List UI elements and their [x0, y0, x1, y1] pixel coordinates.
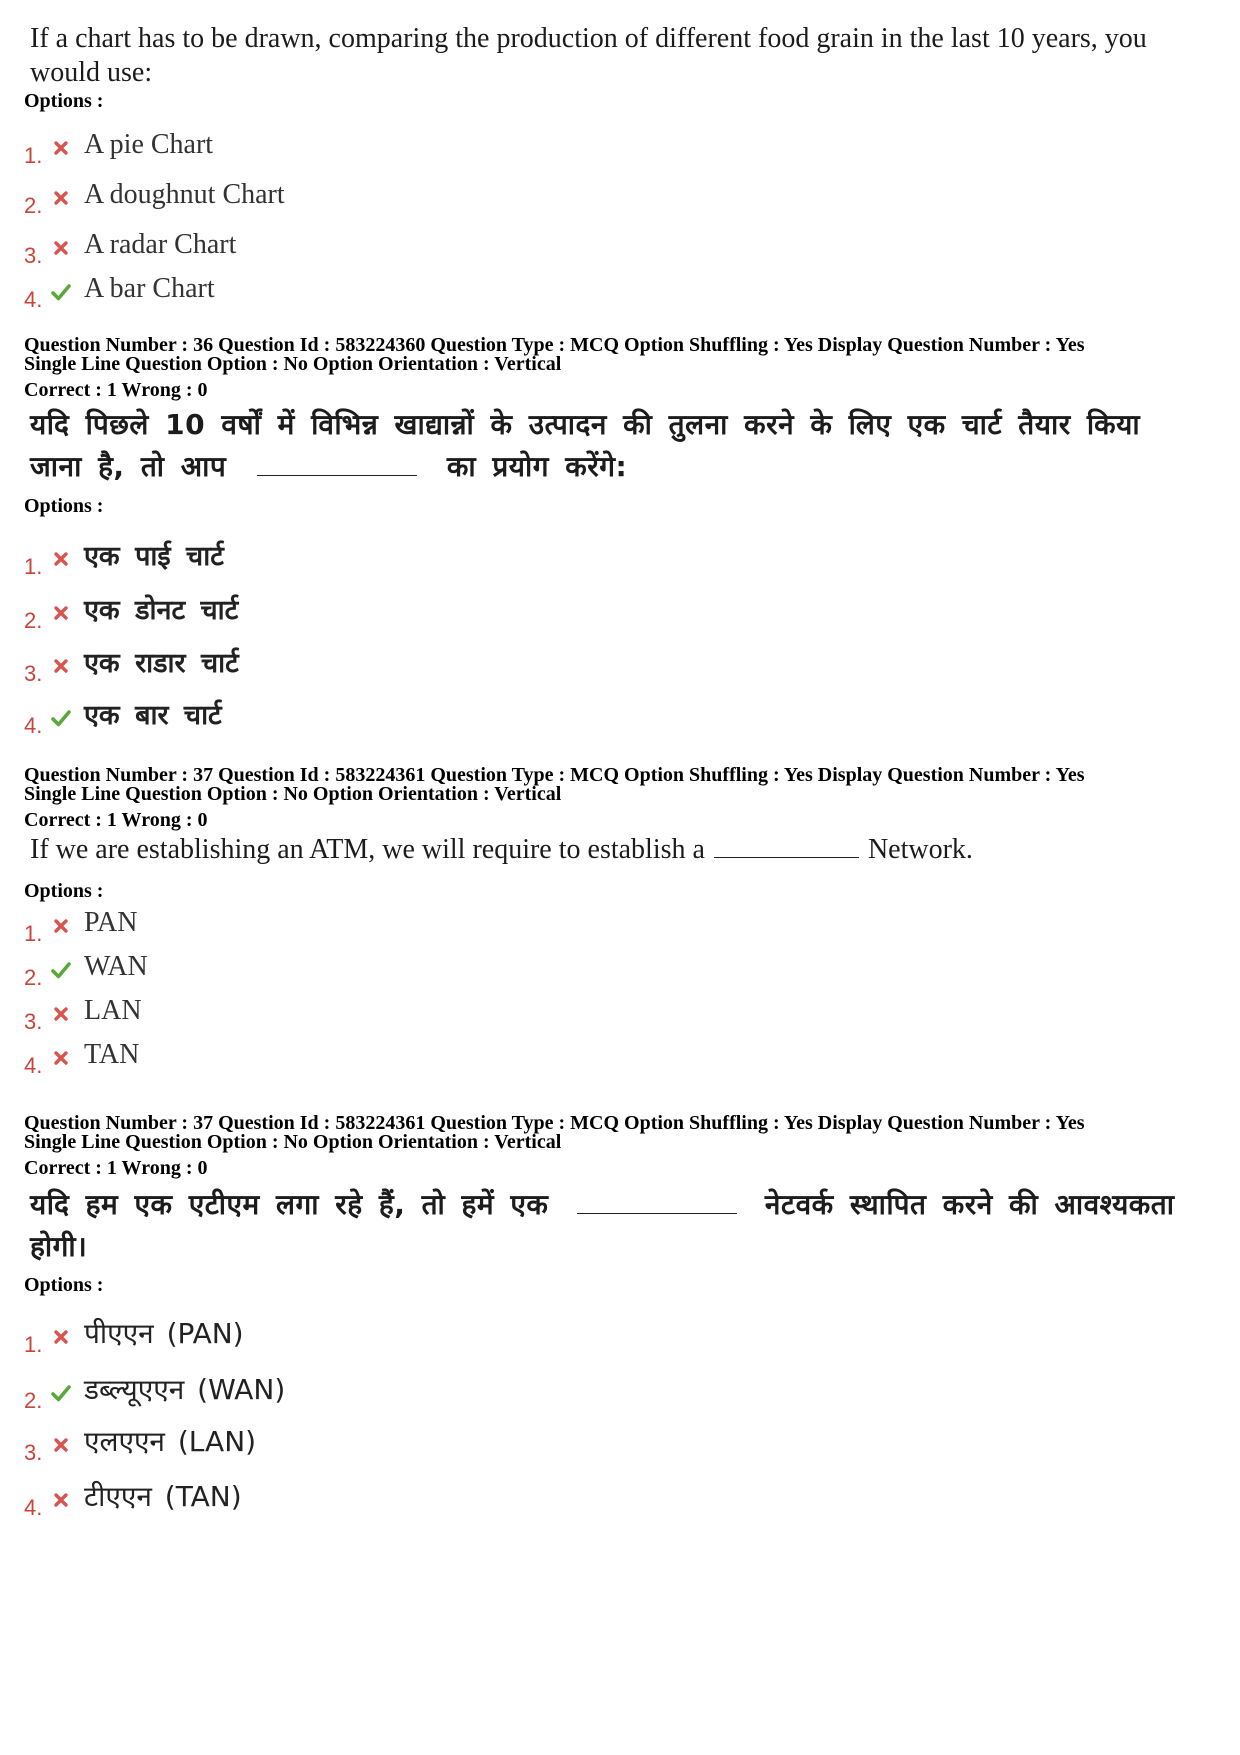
- options-label: Options :: [24, 90, 104, 112]
- cross-icon: [50, 187, 72, 209]
- option-text: एक पाई चार्ट: [84, 541, 224, 572]
- option-text: एक राडार चार्ट: [84, 648, 239, 679]
- option-text: PAN: [84, 907, 138, 938]
- cross-icon: [50, 137, 72, 159]
- option-text: WAN: [84, 951, 148, 982]
- marks-line: Correct : 1 Wrong : 0: [24, 809, 208, 831]
- marks-line: Correct : 1 Wrong : 0: [24, 379, 208, 401]
- option-text: एक बार चार्ट: [84, 700, 222, 731]
- cross-icon: [50, 1326, 72, 1348]
- option-number: 1.: [24, 143, 43, 168]
- option-number: 4.: [24, 1053, 43, 1078]
- option-text: A radar Chart: [84, 229, 237, 260]
- option-number: 2.: [24, 608, 43, 633]
- question-meta-line2: Single Line Question Option : No Option Orientation : Vertical: [24, 353, 562, 375]
- cross-icon: [50, 1047, 72, 1069]
- check-icon: [50, 959, 72, 981]
- marks-line: Correct : 1 Wrong : 0: [24, 1157, 208, 1179]
- option-number: 4.: [24, 287, 43, 312]
- question-37-hi-text-part1: यदि हम एक एटीएम लगा रहे हैं, तो हमें एक: [30, 1188, 549, 1221]
- option-number: 2.: [24, 193, 43, 218]
- question-meta-line2: Single Line Question Option : No Option Orientation : Vertical: [24, 1131, 562, 1153]
- option-text: डब्ल्यूएएन (WAN): [84, 1373, 286, 1406]
- options-label: Options :: [24, 1274, 104, 1296]
- question-37-text-part2: Network.: [867, 834, 973, 865]
- option-number: 2.: [24, 1388, 43, 1413]
- option-number: 1.: [24, 554, 43, 579]
- option-text: A bar Chart: [84, 273, 215, 304]
- question-35-text: If a chart has to be drawn, comparing the production of different food grain in the last 10 years, you would use:: [30, 23, 1147, 88]
- question-36-text-line1: यदि पिछले 10 वर्षों में विभिन्न खाद्यान्नों के उत्पादन की तुलना करने के लिए एक चार्ट तैयार किया: [30, 408, 1141, 441]
- question-meta-line1: Question Number : 37 Question Id : 583224361 Question Type : MCQ Option Shuffling : Yes Display Question Number : Yes: [24, 1112, 1085, 1134]
- option-number: 3.: [24, 661, 43, 686]
- option-text: A doughnut Chart: [84, 179, 285, 210]
- question-37-hi-text-part2: नेटवर्क स्थापित करने की आवश्यकता: [764, 1188, 1175, 1221]
- cross-icon: [50, 1434, 72, 1456]
- cross-icon: [50, 655, 72, 677]
- answer-blank: [257, 453, 417, 476]
- option-number: 3.: [24, 1440, 43, 1465]
- option-number: 1.: [24, 921, 43, 946]
- question-37-hi-text-line2: होगी।: [30, 1230, 88, 1263]
- option-text: एलएएन (LAN): [84, 1425, 257, 1458]
- answer-blank: [714, 835, 859, 858]
- option-number: 3.: [24, 1009, 43, 1034]
- cross-icon: [50, 1489, 72, 1511]
- question-meta-line2: Single Line Question Option : No Option Orientation : Vertical: [24, 783, 562, 805]
- question-36-text-part2: का प्रयोग करेंगे:: [446, 450, 628, 483]
- options-label: Options :: [24, 495, 104, 517]
- cross-icon: [50, 915, 72, 937]
- option-number: 2.: [24, 965, 43, 990]
- question-36-text-line2: [30, 444, 627, 490]
- check-icon: [50, 281, 72, 303]
- cross-icon: [50, 602, 72, 624]
- check-icon: [50, 1382, 72, 1404]
- options-label: Options :: [24, 880, 104, 902]
- option-text: एक डोनट चार्ट: [84, 595, 239, 626]
- option-number: 4.: [24, 713, 43, 738]
- option-text: पीएएन (PAN): [84, 1317, 244, 1350]
- question-meta-line1: Question Number : 37 Question Id : 583224361 Question Type : MCQ Option Shuffling : Yes Display Question Number : Yes: [24, 764, 1085, 786]
- question-37-text: [30, 833, 973, 867]
- answer-blank: [577, 1191, 737, 1214]
- option-text: टीएएन (TAN): [84, 1480, 242, 1513]
- question-36-text-part1: जाना है, तो आप: [30, 450, 227, 483]
- option-number: 1.: [24, 1332, 43, 1357]
- cross-icon: [50, 237, 72, 259]
- check-icon: [50, 707, 72, 729]
- question-meta-line1: Question Number : 36 Question Id : 583224360 Question Type : MCQ Option Shuffling : Yes Display Question Number : Yes: [24, 334, 1085, 356]
- question-37-text-part1: If we are establishing an ATM, we will require to establish a: [30, 834, 705, 865]
- option-text: LAN: [84, 995, 142, 1026]
- option-number: 4.: [24, 1495, 43, 1520]
- cross-icon: [50, 1003, 72, 1025]
- option-text: A pie Chart: [84, 129, 214, 160]
- option-number: 3.: [24, 243, 43, 268]
- option-text: TAN: [84, 1039, 140, 1070]
- cross-icon: [50, 548, 72, 570]
- question-37-hi-text-line1: [30, 1182, 1175, 1228]
